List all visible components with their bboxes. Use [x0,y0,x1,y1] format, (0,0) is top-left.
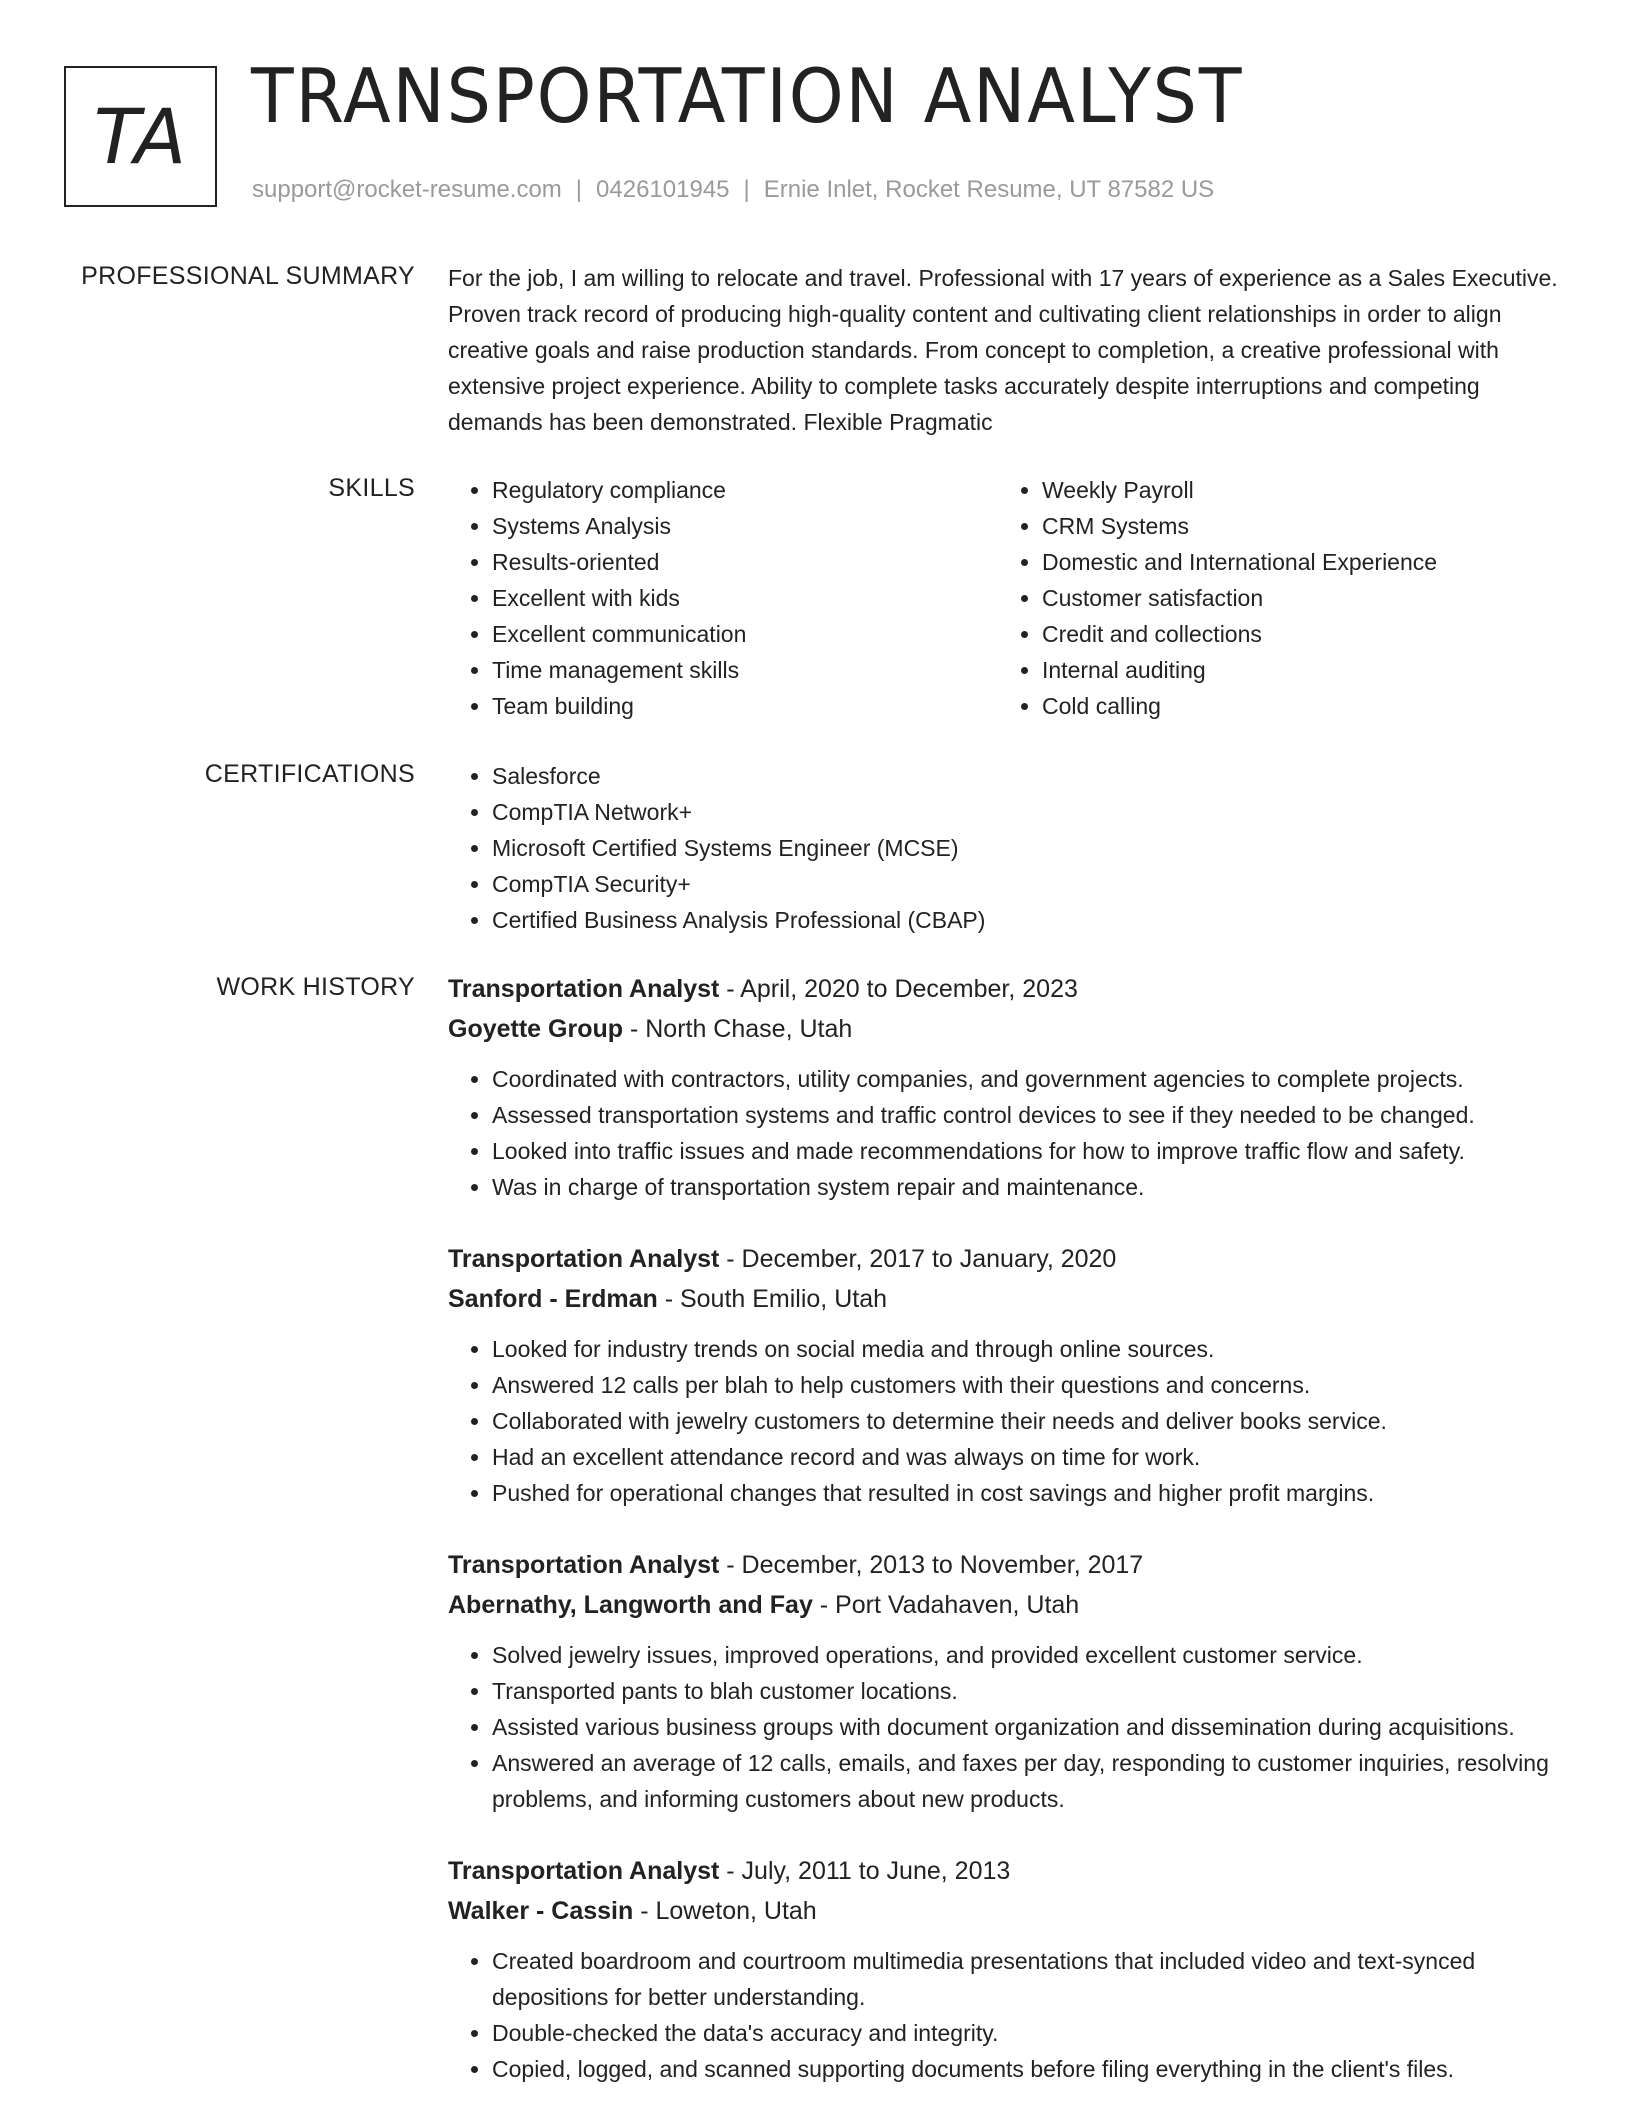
job-entry [448,1239,1578,1511]
list-item: • Assessed transportation systems and traffic control devices to see if they needed to be changed. [492,1097,1578,1133]
list-item: • Had an excellent attendance record and was always on time for work. [492,1439,1578,1475]
list-item: • Credit and collections [1042,616,1548,652]
list-item: • Cold calling [1042,688,1548,724]
certifications-list [448,758,1578,938]
work-history-heading: WORK HISTORY [216,973,415,1001]
list-item: • Created boardroom and courtroom multimedia presentations that included video and text-synced depositions for better understanding. [492,1943,1578,2015]
initials-logo [64,66,217,207]
job-company-line [448,1279,1578,1319]
list-item: • Internal auditing [1042,652,1548,688]
list-item: • Excellent communication [492,616,998,652]
job-title: Transportation Analyst [448,1857,720,1885]
job-location: - Loweton, Utah [633,1897,817,1925]
list-item: • Customer satisfaction [1042,580,1548,616]
list-item: • Certified Business Analysis Professional (CBAP) [492,902,1578,938]
list-item: • Double-checked the data's accuracy and integrity. [492,2015,1578,2051]
work-history-content [448,969,1578,2121]
job-location: - Port Vadahaven, Utah [812,1591,1080,1619]
job-location: - North Chase, Utah [623,1015,853,1043]
job-title: Transportation Analyst [448,1551,720,1579]
list-item: • Collaborated with jewelry customers to determine their needs and deliver books service. [492,1403,1578,1439]
certifications-content [448,758,1578,938]
contact-separator: | [743,176,750,203]
certifications-heading: CERTIFICATIONS [204,760,415,788]
list-item: • CRM Systems [1042,508,1548,544]
job-title-line [448,1545,1578,1585]
list-item: • Was in charge of transportation system repair and maintenance. [492,1169,1578,1205]
list-item: • Microsoft Certified Systems Engineer (MCSE) [492,830,1578,866]
list-item: • Weekly Payroll [1042,472,1548,508]
list-item: • Coordinated with contractors, utility companies, and government agencies to complete projects. [492,1061,1578,1097]
job-company: Abernathy, Langworth and Fay [448,1591,813,1619]
job-company: Sanford - Erdman [448,1285,658,1313]
job-company-line [448,1891,1578,1931]
job-entry [448,1851,1578,2087]
list-item: • Looked into traffic issues and made recommendations for how to improve traffic flow and safety. [492,1133,1578,1169]
job-title: Transportation Analyst [448,975,720,1003]
list-item: • CompTIA Network+ [492,794,1578,830]
skills-grid [448,472,1578,724]
initials-text: TA [93,92,188,181]
list-item: • Pushed for operational changes that resulted in cost savings and higher profit margins. [492,1475,1578,1511]
contact-phone: 0426101945 [596,176,730,203]
job-location: - South Emilio, Utah [657,1285,888,1313]
list-item: • Copied, logged, and scanned supporting documents before filing everything in the client's files. [492,2051,1578,2087]
job-title-line [448,1239,1578,1279]
job-title-line [448,1851,1578,1891]
skills-list-right [998,472,1548,724]
job-bullets [448,1637,1578,1817]
list-item: • Assisted various business groups with document organization and dissemination during acquisitions. [492,1709,1578,1745]
job-dates: - December, 2013 to November, 2017 [719,1551,1144,1579]
contact-separator: | [575,176,583,203]
page-title: TRANSPORTATION ANALYST [251,52,1244,140]
job-dates: - December, 2017 to January, 2020 [719,1245,1117,1273]
job-company: Walker - Cassin [448,1897,634,1925]
job-company-line [448,1585,1578,1625]
contact-address: Ernie Inlet, Rocket Resume, UT 87582 US [763,176,1215,203]
job-bullets [448,1331,1578,1511]
summary-text: For the job, I am willing to relocate and travel. Professional with 17 years of experience as a Sales Executive. Proven track record of producing high-quality content and cultivating client relationships in order to align creative goals and raise production standards. From concept to completion, a creative professional with extensive project experience. Ability to complete tasks accurately despite interruptions and competing demands has been demonstrated. Flexible Pragmatic [448,265,1558,435]
list-item: • Solved jewelry issues, improved operations, and provided excellent customer service. [492,1637,1578,1673]
job-entry [448,969,1578,1205]
list-item: • Systems Analysis [492,508,998,544]
contact-line [252,176,1214,204]
list-item: • Answered an average of 12 calls, emails, and faxes per day, responding to customer inquiries, resolving problems, and informing customers about new products. [492,1745,1578,1817]
list-item: • Regulatory compliance [492,472,998,508]
list-item: • Domestic and International Experience [1042,544,1548,580]
job-company-line [448,1009,1578,1049]
list-item: • Answered 12 calls per blah to help customers with their questions and concerns. [492,1367,1578,1403]
job-company: Goyette Group [448,1015,624,1043]
summary-heading: PROFESSIONAL SUMMARY [81,262,415,290]
skills-heading: SKILLS [328,474,415,502]
list-item: • Salesforce [492,758,1578,794]
job-entry [448,1545,1578,1817]
job-dates: - April, 2020 to December, 2023 [719,975,1078,1003]
list-item: • Results-oriented [492,544,998,580]
skills-list-left [448,472,998,724]
list-item: • Excellent with kids [492,580,998,616]
skills-column-left [448,472,998,724]
skills-column-right [998,472,1548,724]
job-bullets [448,1061,1578,1205]
job-title-line [448,969,1578,1009]
contact-email: support@rocket-resume.com [252,176,562,203]
list-item: • Looked for industry trends on social media and through online sources. [492,1331,1578,1367]
list-item: • Time management skills [492,652,998,688]
list-item: • Transported pants to blah customer locations. [492,1673,1578,1709]
job-bullets [448,1943,1578,2087]
list-item: • Team building [492,688,998,724]
job-dates: - July, 2011 to June, 2013 [719,1857,1011,1885]
list-item: • CompTIA Security+ [492,866,1578,902]
job-title: Transportation Analyst [448,1245,720,1273]
